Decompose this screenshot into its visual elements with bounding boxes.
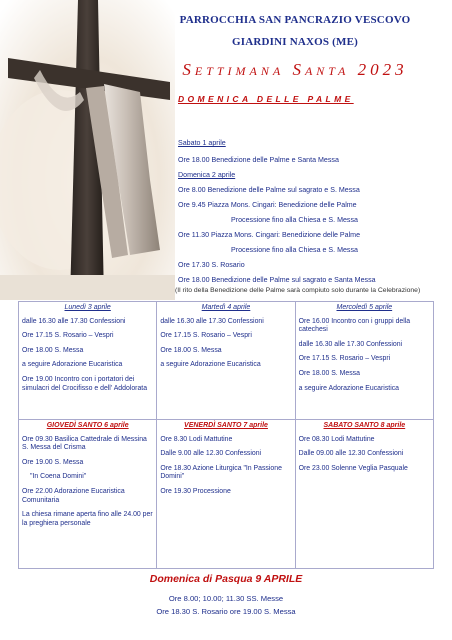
schedule-line: Ore 16.00 Incontro con i gruppi della catechesi bbox=[298, 317, 411, 334]
day-cell bbox=[19, 302, 157, 420]
easter-line: Ore 8.00; 10.00; 11.30 SS. Messe bbox=[168, 594, 284, 603]
palm-sunday-line: Ore 11.30 Piazza Mons. Cingari: Benedizione delle Palme bbox=[178, 231, 361, 239]
day-heading: GIOVEDÌ SANTO 6 aprile bbox=[46, 422, 129, 429]
schedule-line: Ore 8.30 Lodi Mattutine bbox=[160, 435, 233, 443]
day-cell bbox=[157, 420, 295, 569]
palm-sunday-line: Ore 18.00 Benedizione delle Palme e Santa Messa bbox=[178, 156, 339, 164]
day-heading: Mercoledì 5 aprile bbox=[336, 304, 393, 311]
schedule-line: a seguire Adorazione Eucaristica bbox=[298, 384, 400, 392]
palm-sunday-line: Ore 17.30 S. Rosario bbox=[178, 261, 245, 269]
schedule-line: Ore 17.15 S. Rosario – Vespri bbox=[298, 355, 391, 363]
schedule-line: Ore 19.30 Processione bbox=[160, 487, 231, 495]
schedule-line: dalle 16.30 alle 17.30 Confessioni bbox=[298, 340, 403, 348]
schedule-line: Dalle 09.00 alle 12.30 Confessioni bbox=[298, 450, 404, 458]
schedule-line: Ore 19.00 S. Messa bbox=[22, 458, 84, 466]
schedule-line: dalle 16.30 alle 17.30 Confessioni bbox=[22, 317, 126, 325]
palm-sunday-line: Ore 9.45 Piazza Mons. Cingari: Benedizione delle Palme bbox=[178, 201, 357, 209]
schedule-line: Ore 19.00 Incontro con i portatori dei simulacri del Crocifisso e dell' Addolorata bbox=[22, 375, 148, 392]
holy-week-table bbox=[18, 301, 434, 569]
palm-sunday-line: Domenica 2 aprile bbox=[178, 171, 236, 179]
parish-name: PARROCCHIA SAN PANCRAZIO VESCOVO bbox=[179, 14, 411, 26]
palm-sunday-title: DOMENICA DELLE PALME bbox=[178, 94, 354, 104]
day-cell bbox=[19, 420, 157, 569]
day-cell bbox=[295, 420, 433, 569]
schedule-line: Ore 08.30 Lodi Mattutine bbox=[298, 435, 375, 443]
easter-line: Ore 18.30 S. Rosario ore 19.00 S. Messa bbox=[156, 607, 296, 616]
schedule-line: "In Coena Domini" bbox=[30, 473, 87, 481]
palm-sunday-line: Ore 8.00 Benedizione delle Palme sul sagrato e S. Messa bbox=[178, 186, 360, 194]
schedule-line: Ore 23.00 Solenne Veglia Pasquale bbox=[298, 464, 408, 472]
day-cell bbox=[295, 302, 433, 420]
day-heading: SABATO SANTO 8 aprile bbox=[323, 422, 406, 429]
day-heading: Lunedì 3 aprile bbox=[64, 304, 111, 311]
schedule-line: Ore 09.30 Basilica Cattedrale di Messina S. Messa del Crisma bbox=[22, 435, 147, 452]
schedule-line: Ore 18.00 S. Messa bbox=[22, 346, 84, 354]
palm-sunday-line: Sabato 1 aprile bbox=[178, 139, 226, 147]
schedule-line: Ore 18.30 Azione Liturgica "In Passione Domini" bbox=[160, 464, 282, 481]
palm-sunday-line: Processione fino alla Chiesa e S. Messa bbox=[231, 216, 358, 224]
palm-sunday-line: Ore 18.00 Benedizione delle Palme sul sagrato e Santa Messa bbox=[178, 276, 376, 284]
schedule-line: La chiesa rimane aperta fino alle 24.00 per la preghiera personale bbox=[22, 511, 153, 527]
easter-title: Domenica di Pasqua 9 APRILE bbox=[149, 573, 303, 585]
schedule-line: a seguire Adorazione Eucaristica bbox=[22, 361, 123, 369]
schedule-line: Ore 17.15 S. Rosario – Vespri bbox=[160, 332, 252, 340]
schedule-line: Dalle 9.00 alle 12.30 Confessioni bbox=[160, 450, 262, 458]
parish-town: GIARDINI NAXOS (ME) bbox=[231, 36, 359, 48]
schedule-line: Ore 22.00 Adorazione Eucaristica Comunitaria bbox=[22, 487, 125, 504]
day-heading: VENERDÌ SANTO 7 aprile bbox=[184, 422, 268, 429]
schedule-line: dalle 16.30 alle 17.30 Confessioni bbox=[160, 317, 264, 325]
day-cell bbox=[157, 302, 295, 420]
palm-sunday-line: Processione fino alla Chiesa e S. Messa bbox=[231, 246, 358, 254]
schedule-line: Ore 18.00 S. Messa bbox=[160, 346, 222, 354]
schedule-line: Ore 17.15 S. Rosario – Vespri bbox=[22, 332, 114, 340]
schedule-line: Ore 18.00 S. Messa bbox=[298, 369, 360, 377]
crucifix-image bbox=[0, 0, 175, 300]
page-title: Settimana Santa 2023 bbox=[182, 60, 408, 79]
palm-note: (Il rito della Benedizione delle Palme sarà compiuto solo durante la Celebrazione) bbox=[175, 287, 421, 294]
day-heading: Martedì 4 aprile bbox=[201, 304, 251, 311]
schedule-line: a seguire Adorazione Eucaristica bbox=[160, 361, 261, 369]
